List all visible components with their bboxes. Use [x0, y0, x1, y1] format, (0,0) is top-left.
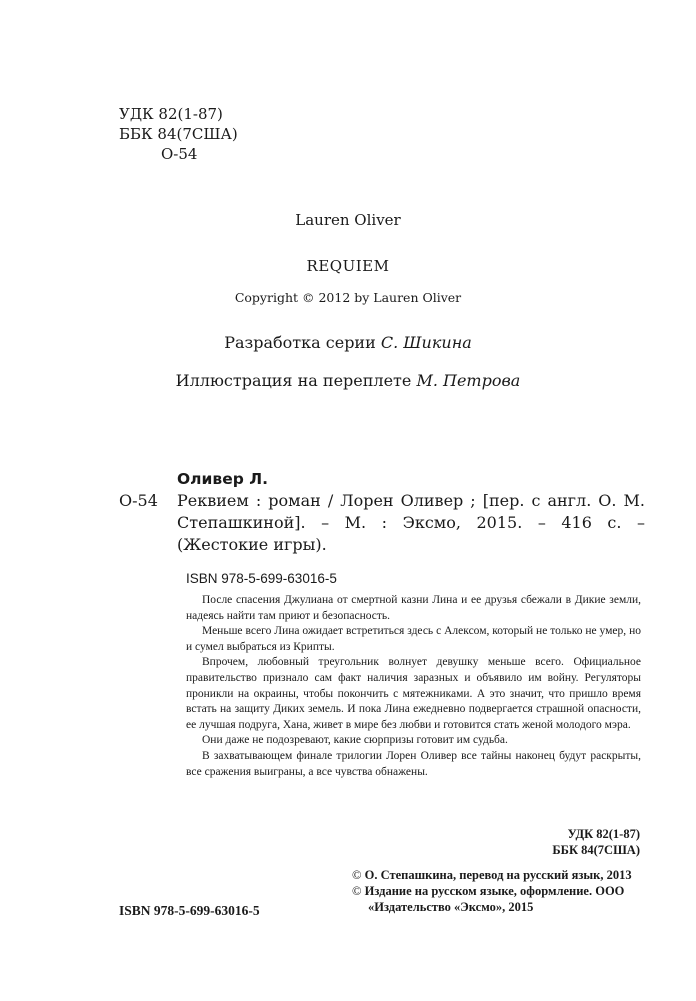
isbn-short: ISBN 978-5-699-63016-5: [186, 571, 337, 586]
copyright-russian: [352, 867, 642, 915]
classification-codes-bottom: [460, 826, 640, 858]
classification-codes-top: [119, 104, 238, 164]
copyright-text: Издание на русском языке, оформление. ООО «Издательство «Эксмо», 2015: [364, 884, 625, 914]
catalog-description: Реквием : роман / Лорен Оливер ; [пер. с англ. О. М. Степашкиной]. – М. : Эксмо, 2015. – 416 с. – (Жестокие игры).: [177, 491, 645, 554]
copyright-symbol: ©: [352, 884, 362, 898]
annotation-paragraph: Они даже не подозревают, какие сюрпризы готовит им судьба.: [202, 734, 508, 747]
annotation-paragraph: Меньше всего Лина ожидает встретиться здесь с Алексом, который не только не умер, но и сумел выбраться из Крипты.: [186, 625, 641, 653]
author-sign-code: О-54: [161, 145, 198, 163]
udk-code-bottom: УДК 82(1-87): [567, 827, 640, 841]
catalog-author: Оливер Л.: [177, 470, 268, 488]
annotation-paragraph: После спасения Джулиана от смертной казни Лина и ее друзья сбежали в Дикие земли, надеясь найти там приют и безопасность.: [186, 594, 641, 622]
series-designer: С. Шикина: [380, 333, 472, 352]
isbn-full: ISBN 978-5-699-63016-5: [119, 903, 260, 918]
bbk-code-bottom: ББК 84(7США): [552, 843, 640, 857]
original-author: Lauren Oliver: [295, 211, 401, 229]
copyright-entry: [352, 883, 642, 915]
catalog-row: [119, 490, 645, 556]
copyright-english: Copyright © 2012 by Lauren Oliver: [234, 290, 462, 305]
bbk-code: ББК 84(7США): [119, 125, 238, 143]
catalog-code: О-54: [119, 491, 158, 510]
series-label: Разработка серии: [224, 333, 376, 352]
series-design-credit: [0, 333, 696, 352]
copyright-text: О. Степашкина, перевод на русский язык, 2013: [364, 868, 632, 882]
illustrator-name: М. Петрова: [416, 371, 521, 390]
annotation-paragraph: В захватывающем финале трилогии Лорен Оливер все тайны наконец будут раскрыты, все сражения выиграны, а все чувства обнажены.: [186, 749, 641, 778]
annotation: [186, 593, 641, 780]
catalog-record: [119, 468, 645, 556]
udk-code: УДК 82(1-87): [119, 105, 223, 123]
illustration-credit: [0, 371, 696, 390]
original-title: REQUIEM: [306, 257, 390, 275]
annotation-paragraph: Впрочем, любовный треугольник волнует девушку меньше всего. Официальное правительство признало сам факт наличия заразных и объявило им войну. Регуляторы проникли на окраины, чтобы покончить с мятежниками. А это значит, что пришло время встать на защиту Диких земель. И пока Лина ежедневно подвергается страшной опасности, ее лучшая подруга, Хана, живет в мире без любви и готовится стать женой молодого мэра.: [186, 656, 641, 731]
illustration-label: Иллюстрация на переплете: [175, 371, 412, 390]
copyright-entry: [352, 867, 642, 883]
copyright-symbol: ©: [352, 868, 362, 882]
